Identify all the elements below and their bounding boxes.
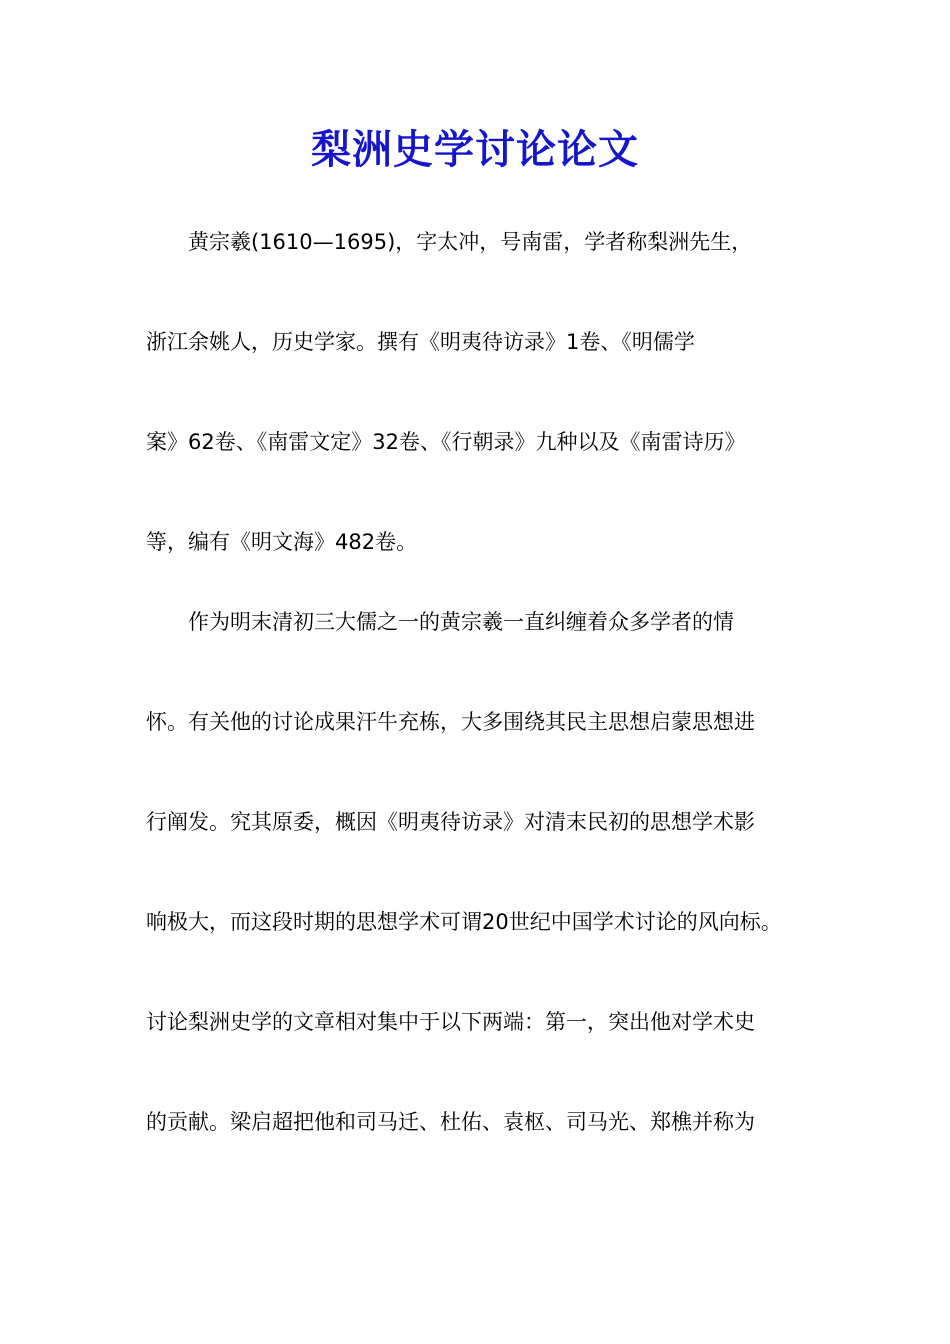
document-title: 梨洲史学讨论论文: [311, 126, 639, 173]
body-line-4: 等，编有《明文海》482卷。: [146, 530, 418, 554]
body-line-7: 行阐发。究其原委，概因《明夷待访录》对清末民初的思想学术影: [146, 810, 755, 834]
body-line-6: 怀。有关他的讨论成果汗牛充栋，大多围绕其民主思想启蒙思想进: [146, 710, 755, 734]
body-line-5: 作为明末清初三大儒之一的黄宗羲一直纠缠着众多学者的情: [146, 610, 734, 634]
body-line-10: 的贡献。梁启超把他和司马迁、杜佑、袁枢、司马光、郑樵并称为: [146, 1110, 755, 1134]
body-line-2: 浙江余姚人，历史学家。撰有《明夷待访录》1卷、《明儒学: [146, 330, 695, 354]
body-line-3: 案》62卷、《南雷文定》32卷、《行朝录》九种以及《南雷诗历》: [146, 430, 746, 454]
body-line-1: 黄宗羲(1610—1695)，字太冲，号南雷，学者称梨洲先生，: [146, 230, 753, 254]
body-line-9: 讨论梨洲史学的文章相对集中于以下两端：第一，突出他对学术史: [146, 1010, 755, 1034]
body-line-8: 响极大，而这段时期的思想学术可谓20世纪中国学术讨论的风向标。: [146, 910, 782, 934]
